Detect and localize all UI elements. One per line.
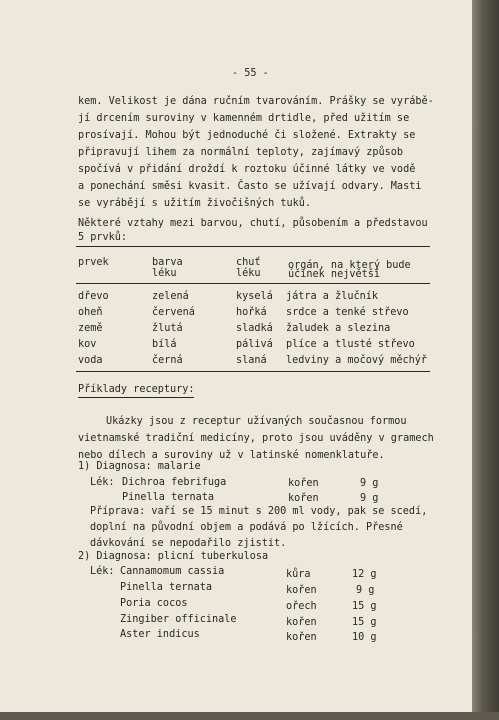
intro-line: spočívá v přidání droždí k roztoku účinné látky ve vodě bbox=[78, 164, 416, 175]
intro-line: jí drcením suroviny v kamenném drtidle, před užitím se bbox=[78, 113, 410, 124]
table-cell: ledviny a močový měchýř bbox=[286, 355, 428, 366]
recipe-lek-label: Lék: bbox=[90, 566, 115, 577]
col-header-chut: chuť bbox=[236, 257, 261, 268]
examples-intro-line: vietnamské tradiční medicíny, proto jsou uváděny v gramech bbox=[78, 433, 434, 444]
table-cell: voda bbox=[78, 355, 103, 366]
ingredient-qty: 10 g bbox=[352, 632, 377, 643]
ingredient-part: kořen bbox=[286, 617, 317, 628]
intro-line: a ponechání směsi kvasit. Často se užívají odvary. Masti bbox=[78, 181, 422, 192]
ingredient-name: Aster indicus bbox=[120, 629, 200, 640]
table-cell: červená bbox=[152, 307, 195, 318]
recipe-lek-label: Lék: bbox=[90, 477, 115, 488]
intro-line: prosívají. Mohou být jednoduché či složené. Extrakty se bbox=[78, 130, 416, 141]
ingredient-part: kořen bbox=[288, 493, 319, 504]
table-cell: slaná bbox=[236, 355, 267, 366]
table-header-rule bbox=[76, 283, 430, 284]
intro-line: kem. Velikost je dána ručním tvarováním. Prášky se vyrábě- bbox=[78, 96, 434, 107]
table-top-rule bbox=[76, 246, 430, 247]
ingredient-part: kořen bbox=[288, 478, 319, 489]
table-intro-line: Některé vztahy mezi barvou, chutí, působením a představou bbox=[78, 218, 428, 229]
table-cell: oheň bbox=[78, 307, 103, 318]
page-bottom-edge bbox=[0, 712, 499, 720]
ingredient-qty: 15 g bbox=[352, 601, 377, 612]
table-cell: kyselá bbox=[236, 291, 273, 302]
ingredient-qty: 9 g bbox=[360, 493, 379, 504]
col-header-chut: léku bbox=[236, 268, 261, 279]
ingredient-part: ořech bbox=[286, 601, 317, 612]
col-header-organ: orgán, na který bude bbox=[288, 260, 411, 271]
table-cell: dřevo bbox=[78, 291, 109, 302]
table-cell: plíce a tlusté střevo bbox=[286, 339, 415, 350]
ingredient-qty: 15 g bbox=[352, 617, 377, 628]
table-cell: zelená bbox=[152, 291, 189, 302]
ingredient-name: Pinella ternata bbox=[122, 492, 215, 503]
table-cell: žlutá bbox=[152, 323, 183, 334]
page-binding-edge bbox=[472, 0, 499, 720]
col-header-prvek: prvek bbox=[78, 257, 109, 268]
table-cell: bílá bbox=[152, 339, 177, 350]
table-cell: sladká bbox=[236, 323, 273, 334]
ingredient-name: Zingiber officinale bbox=[120, 614, 237, 625]
col-header-organ: účinek největší bbox=[288, 269, 381, 280]
recipe-prep-line: dávkování se nepodařilo zjistit. bbox=[90, 538, 287, 549]
table-cell: srdce a tenké střevo bbox=[286, 307, 409, 318]
table-cell: země bbox=[78, 323, 103, 334]
ingredient-part: kořen bbox=[286, 632, 317, 643]
recipe-diagnosis: 1) Diagnosa: malarie bbox=[78, 461, 201, 472]
table-cell: pálivá bbox=[236, 339, 273, 350]
table-cell: černá bbox=[152, 355, 183, 366]
ingredient-name: Poria cocos bbox=[120, 598, 188, 609]
ingredient-name: Cannamomum cassia bbox=[120, 566, 225, 577]
col-header-barva: barva bbox=[152, 257, 183, 268]
examples-heading: Příklady receptury: bbox=[78, 384, 195, 395]
ingredient-qty: 9 g bbox=[360, 478, 379, 489]
table-cell: játra a žlučník bbox=[286, 291, 379, 302]
table-cell: žaludek a slezina bbox=[286, 323, 391, 334]
recipe-prep-line: Příprava: vaří se 15 minut s 200 ml vody, pak se scedí, bbox=[90, 506, 428, 517]
recipe-prep-line: doplní na původní objem a podává po lžících. Přesné bbox=[90, 522, 403, 533]
ingredient-qty: 12 g bbox=[352, 569, 377, 580]
examples-intro-line: Ukázky jsou z receptur užívaných současnou formou bbox=[106, 416, 407, 427]
page-number: - 55 - bbox=[232, 68, 269, 79]
col-header-barva: léku bbox=[152, 268, 177, 279]
ingredient-qty: 9 g bbox=[356, 585, 375, 596]
table-cell: hořká bbox=[236, 307, 267, 318]
ingredient-part: kůra bbox=[286, 569, 311, 580]
recipe-diagnosis: 2) Diagnosa: plicní tuberkulosa bbox=[78, 551, 269, 562]
ingredient-name: Pinella ternata bbox=[120, 582, 213, 593]
table-bottom-rule bbox=[76, 371, 430, 372]
ingredient-name: Dichroa febrifuga bbox=[122, 477, 227, 488]
table-cell: kov bbox=[78, 339, 97, 350]
examples-intro-line: nebo dílech a suroviny už v latinské nomenklatuře. bbox=[78, 450, 385, 461]
intro-line: připravují lihem za normální teploty, zajímavý způsob bbox=[78, 147, 404, 158]
examples-heading-underline bbox=[78, 397, 194, 398]
ingredient-part: kořen bbox=[286, 585, 317, 596]
intro-line: se vyrábějí s užitím živočišných tuků. bbox=[78, 198, 312, 209]
table-intro-line: 5 prvků: bbox=[78, 232, 128, 243]
